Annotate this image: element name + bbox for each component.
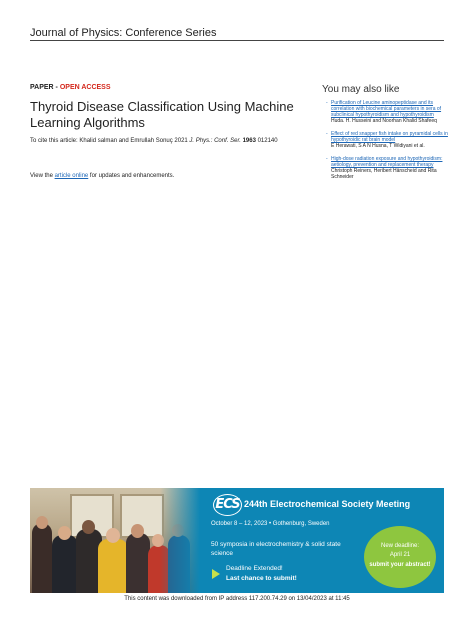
bullet-dash-icon: - — [326, 156, 328, 162]
person-head — [36, 516, 48, 529]
meeting-date: October 8 – 12, 2023 • Gothenburg, Sweden — [211, 521, 330, 527]
last-chance-text: Last chance to submit! — [226, 575, 297, 582]
paper-label-prefix: PAPER - — [30, 84, 60, 91]
citation-volume: 1963 — [242, 138, 256, 144]
related-item-link[interactable]: Purification of Leucine aminopeptidase and its correlation with biochemical parameters in sera of subclinical hypothyroidism and hypothyroidism — [331, 100, 442, 118]
related-list — [326, 100, 449, 187]
related-item — [326, 131, 449, 149]
person-head — [106, 528, 120, 543]
deadline-extended-text: Deadline Extended! — [226, 565, 283, 572]
person-figure — [98, 539, 128, 593]
new-deadline-date: April 21 — [389, 552, 411, 558]
symposia-text: 50 symposia in electrochemistry & solid state science — [211, 541, 341, 557]
related-item — [326, 100, 449, 124]
related-item — [326, 156, 449, 180]
meeting-title: 244th Electrochemical Society Meeting — [244, 499, 411, 509]
citation-journal: J. Phys.: Conf. Ser. — [189, 138, 241, 144]
related-item-link[interactable]: High-dose radiation exposure and hypothyroidism: aetiology, prevention and replacement therapy — [331, 156, 443, 168]
open-access-label: OPEN ACCESS — [59, 84, 111, 91]
new-deadline-badge[interactable] — [364, 526, 436, 588]
paper-type-label — [30, 84, 111, 91]
related-item-link[interactable]: Effect of red snapper fish intake on pyramidal cells in hypothyroidic rat brain model — [331, 131, 448, 143]
ecs-logo: ECS — [213, 494, 242, 516]
view-online-suffix: for updates and enhancements. — [88, 173, 175, 179]
citation-prefix: To cite this article: Khalid salman and Emrullah Sonuç 2021 — [30, 138, 190, 144]
header-divider — [30, 40, 444, 41]
photo-fade — [160, 488, 200, 593]
person-figure — [32, 523, 52, 593]
person-head — [82, 520, 95, 534]
related-item-authors: E Herawati, S A N Husna, T Widiyani et al. — [331, 143, 425, 149]
person-figure — [126, 533, 150, 593]
person-head — [58, 526, 71, 540]
play-arrow-icon — [212, 569, 220, 579]
person-head — [131, 524, 144, 538]
submit-abstract-cta: submit your abstract! — [369, 562, 431, 568]
journal-title: Journal of Physics: Conference Series — [30, 27, 217, 39]
new-deadline-label: New deadline: — [380, 543, 420, 549]
view-online-line — [30, 173, 174, 179]
bullet-dash-icon: - — [326, 131, 328, 137]
article-online-link[interactable]: article online — [54, 173, 89, 179]
citation-article: 012140 — [255, 138, 278, 144]
person-figure — [52, 535, 78, 593]
view-online-prefix: View the — [30, 173, 55, 179]
bullet-dash-icon: - — [326, 100, 328, 106]
related-item-authors: Huda. H. Husseini and Noorhan Khalid Shafeeq — [331, 118, 437, 124]
related-heading: You may also like — [322, 84, 400, 95]
paper-title: Thyroid Disease Classification Using Machine Learning Algorithms — [30, 99, 294, 130]
related-item-authors: Christoph Reiners, Heribert Hänscheid and Rita Schneider — [331, 168, 437, 180]
crowd-photo — [30, 488, 200, 593]
ecs-advertisement-banner[interactable] — [30, 488, 444, 593]
citation-line — [30, 138, 278, 144]
download-note: This content was downloaded from IP address 117.200.74.29 on 13/04/2023 at 11:45 — [124, 596, 350, 602]
